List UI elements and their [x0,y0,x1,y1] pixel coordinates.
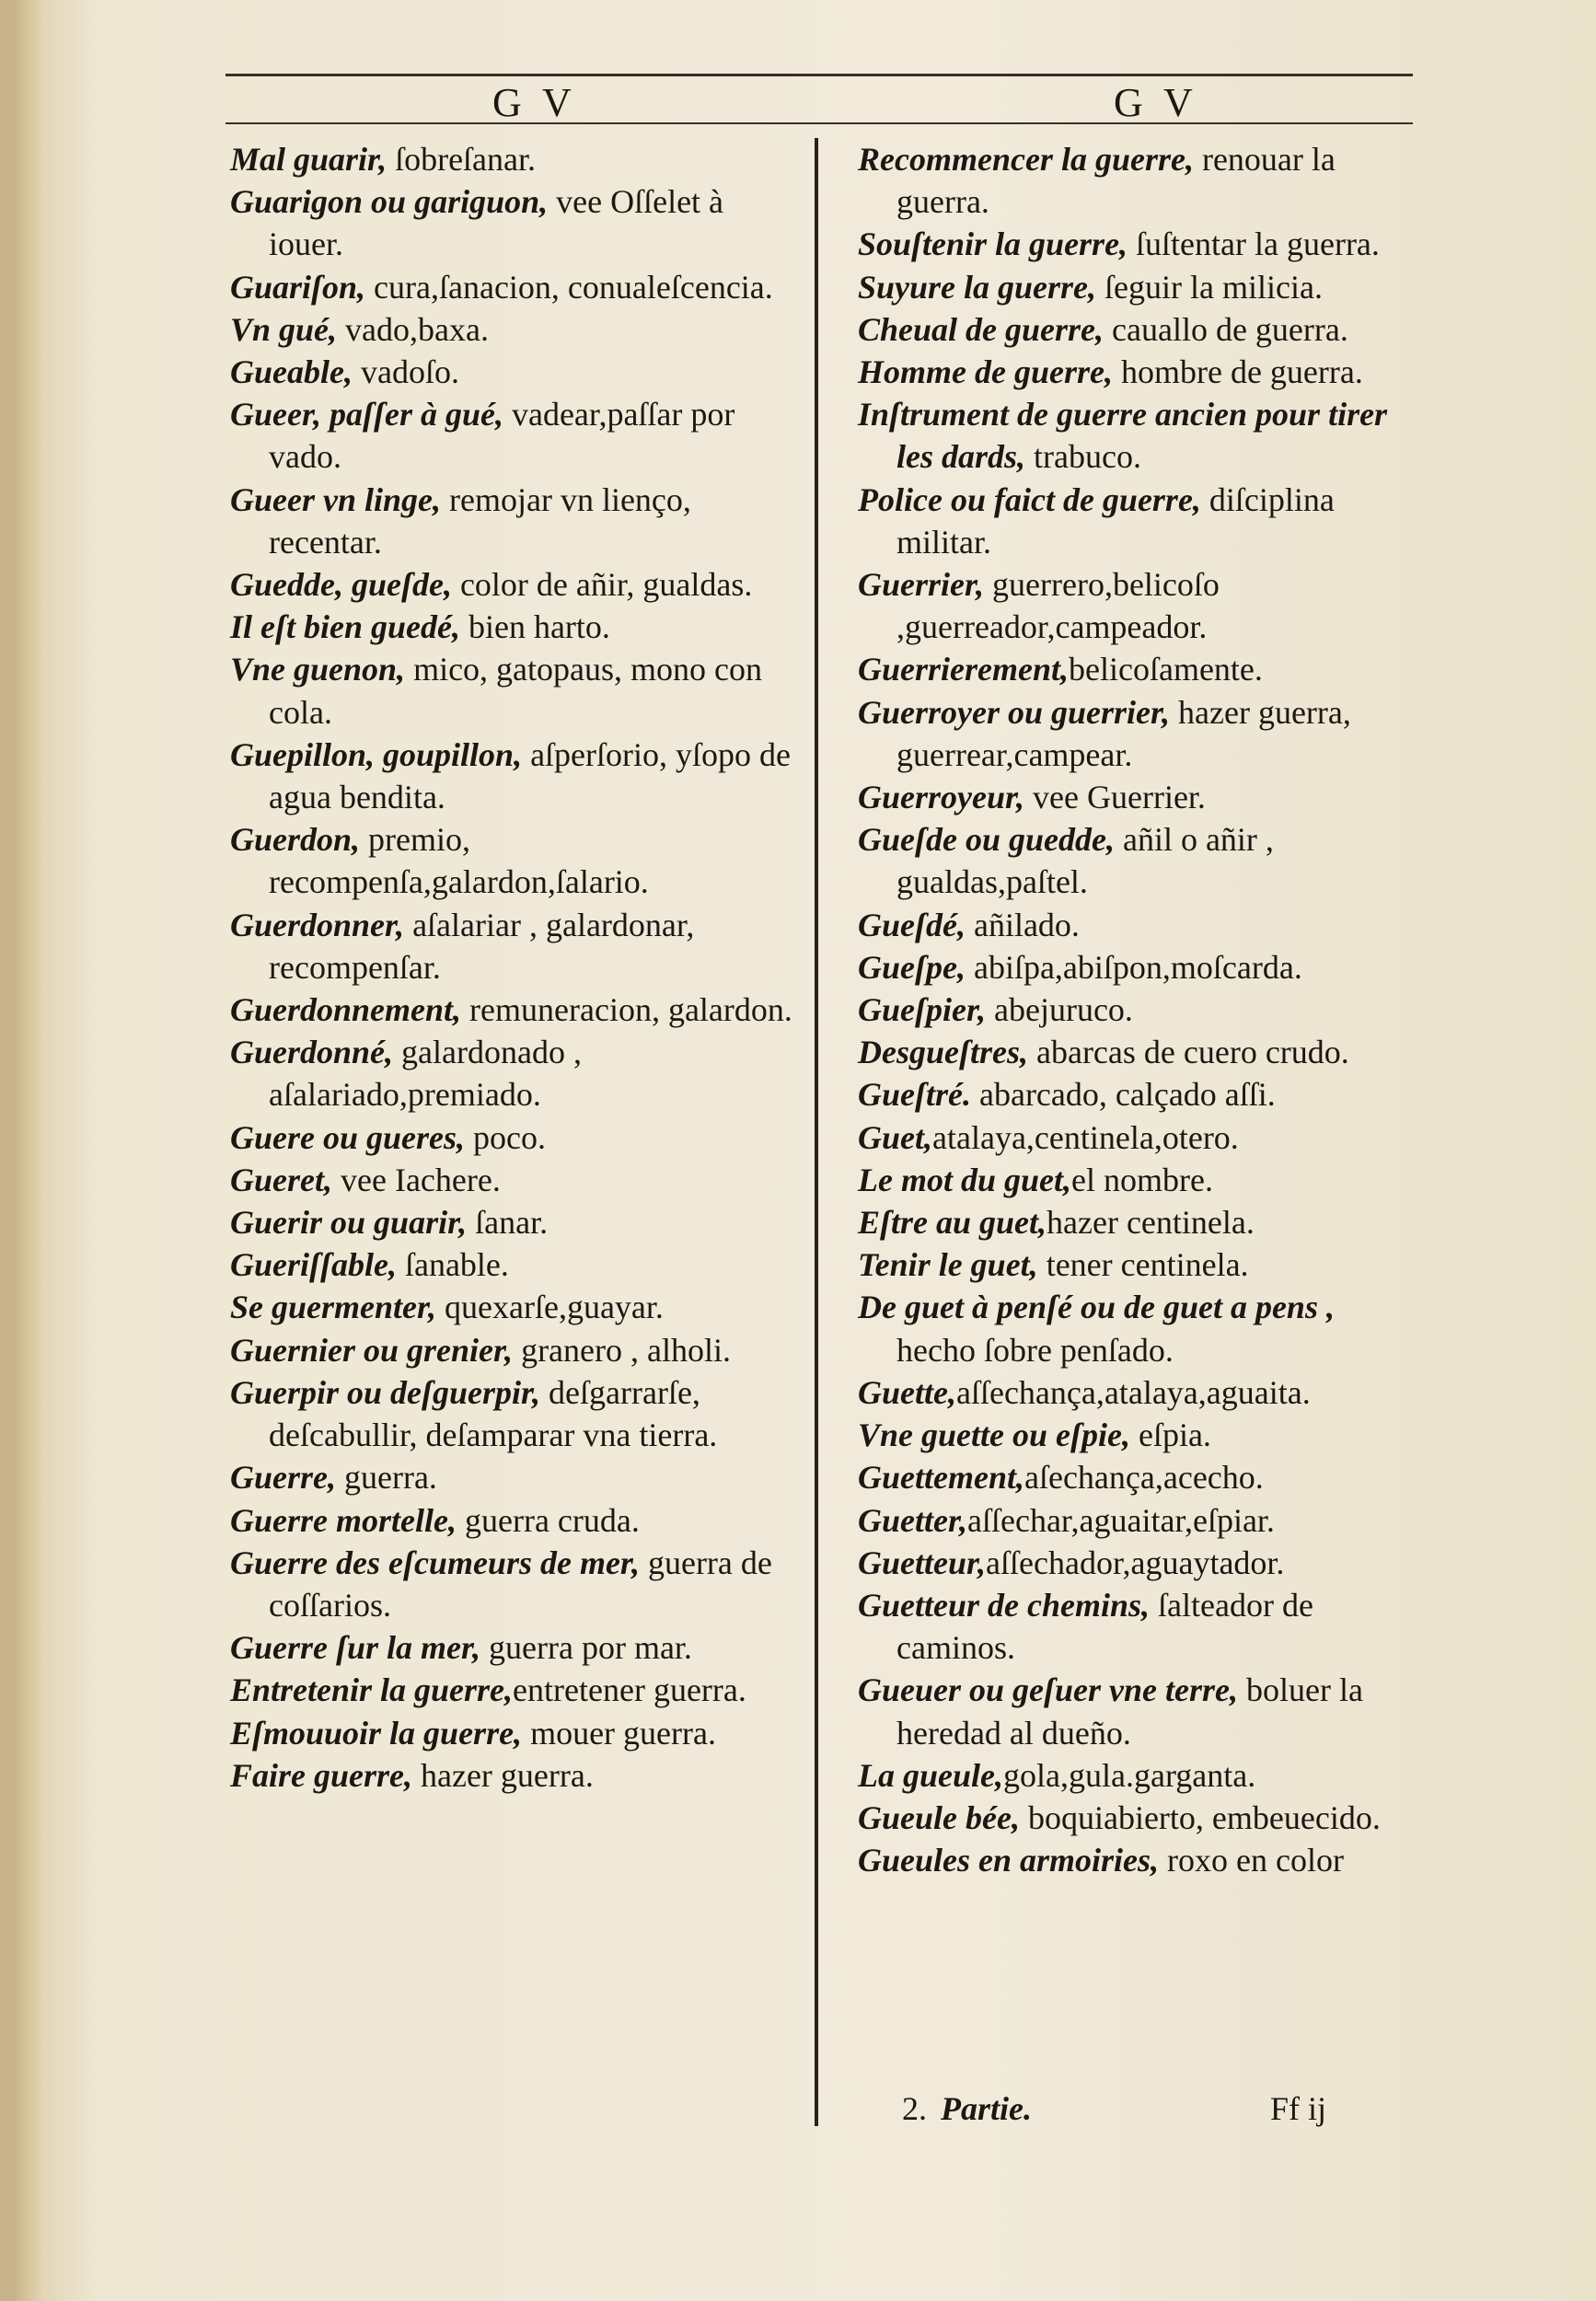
page-footer [902,2089,1327,2128]
entry-headword: Gueules en armoiries, [858,1842,1160,1879]
entry-headword: Tenir le guet, [858,1246,1038,1284]
entry-headword: Vne guenon, [230,651,406,688]
entry-headword: Guedde, gueſde, [230,566,452,604]
entry-headword: Se guermenter, [230,1289,437,1326]
dictionary-entry [230,989,805,1031]
entry-definition: diſciplina militar. [896,480,1335,561]
dictionary-entry [858,1116,1415,1159]
entry-headword: Guere ou gueres, [230,1118,466,1156]
entry-definition: mouer guerra. [522,1714,716,1752]
entry-headword: Gueſpe, [858,948,966,986]
entry-definition: belicoſamente. [1069,651,1263,688]
dictionary-entry [230,479,805,563]
entry-definition: eſpia. [1129,1416,1211,1454]
entry-headword: Guetter, [858,1501,968,1539]
left-column [230,138,805,1797]
entry-definition: hazer centinela. [1047,1204,1255,1242]
dictionary-entry [230,138,805,180]
entry-definition: remojar vn lienço, recentar. [269,480,691,561]
entry-definition: quexarſe,guayar. [436,1289,664,1326]
entry-definition: hecho ſobre penſado. [896,1331,1174,1369]
dictionary-entry [230,180,805,265]
entry-headword: Guariſon, [230,268,366,306]
entry-headword: Guerre des eſcumeurs de mer, [230,1544,640,1581]
entry-headword: Le mot du guet, [858,1161,1071,1198]
dictionary-entry [858,1669,1415,1753]
dictionary-entry [230,308,805,351]
entry-definition: ſanar. [467,1204,549,1242]
entry-headword: Guerpir ou deſguerpir, [230,1373,541,1411]
signature-mark: Ff ij [1270,2090,1327,2127]
entry-headword: Gueſdé, [858,906,966,943]
entry-definition: vadoſo. [352,353,459,391]
dictionary-entry [858,479,1415,563]
running-header-right: G V [1114,80,1198,125]
dictionary-entry [858,308,1415,351]
entry-definition: el nombre. [1071,1161,1213,1198]
dictionary-entry [858,1499,1415,1542]
dictionary-entry [230,393,805,478]
dictionary-entry [858,1754,1415,1797]
entry-headword: Guette, [858,1373,956,1411]
dictionary-entry [230,818,805,903]
dictionary-entry [858,1371,1415,1414]
entry-definition: guerra por mar. [480,1629,692,1667]
dictionary-entry [230,1371,805,1456]
column-divider [815,138,818,2126]
entry-definition: vee Guerrier. [1024,779,1206,816]
entry-headword: Eſmouuoir la guerre, [230,1714,523,1752]
dictionary-entry [230,563,805,606]
entry-headword: Guepillon, goupillon, [230,735,523,773]
entry-headword: Guerroyer ou guerrier, [858,693,1171,731]
dictionary-entry [858,1243,1415,1286]
entry-definition: guerra. [336,1459,437,1497]
entry-definition: guerra de coſſarios. [269,1544,772,1624]
entry-headword: Suyure la guerre, [858,268,1097,306]
entry-headword: Il eſt bien guedé, [230,608,460,646]
entry-definition: vadear,paſſar por vado. [269,396,735,476]
dictionary-entry [858,1542,1415,1584]
entry-headword: Eſtre au guet, [858,1204,1047,1242]
entry-headword: Entretenir la guerre, [230,1671,514,1709]
dictionary-entry [230,1286,805,1328]
dictionary-entry [858,1584,1415,1669]
entry-definition: abiſpa,abiſpon,moſcarda. [965,948,1302,986]
header-rule-top [226,74,1413,76]
entry-definition: ſeguir la milicia. [1096,268,1323,306]
entry-headword: Gueule bée, [858,1798,1020,1836]
dictionary-entry [858,1201,1415,1243]
dictionary-entry [858,351,1415,393]
entry-headword: Gueer, paſſer à gué, [230,396,503,434]
dictionary-entry [230,1626,805,1669]
dictionary-entry [858,1797,1415,1839]
dictionary-entry [230,1754,805,1797]
running-header-left: G V [492,80,577,125]
entry-headword: Guerdonné, [230,1034,394,1071]
entry-definition: hombre de guerra. [1112,353,1363,391]
entry-headword: Recommencer la guerre, [858,141,1194,178]
dictionary-entry [858,138,1415,223]
entry-definition: hazer guerra, guerrear,campear. [896,693,1351,773]
dictionary-entry [230,1669,805,1711]
entry-definition: remuneracion, galardon. [461,991,792,1029]
entry-definition: añil o añir , gualdas,paſtel. [896,821,1274,901]
entry-headword: Guerdonnement, [230,991,462,1029]
dictionary-entry [858,1456,1415,1498]
entry-headword: Cheual de guerre, [858,310,1104,348]
entry-definition: vee Oſſelet à iouer. [269,183,724,263]
entry-headword: Guetteur de chemins, [858,1586,1151,1624]
entry-headword: Gueret, [230,1161,332,1198]
entry-definition: aſſechador,aguaytador. [986,1544,1285,1581]
dictionary-entry [858,1031,1415,1073]
entry-definition: renouar la guerra. [896,141,1336,221]
entry-definition: abejuruco. [986,991,1133,1029]
dictionary-entry [230,648,805,733]
entry-headword: La gueule, [858,1756,1003,1794]
entry-headword: Gueer vn linge, [230,480,441,518]
entry-definition: vado,baxa. [337,310,489,348]
entry-headword: Mal guarir, [230,141,387,178]
entry-definition: premio, recompenſa,galardon,ſalario. [269,821,649,901]
dictionary-entry [230,1159,805,1201]
entry-headword: Vn gué, [230,310,338,348]
dictionary-entry [230,266,805,308]
entry-headword: Gueable, [230,353,353,391]
entry-headword: Faire guerre, [230,1756,412,1794]
dictionary-entry [858,648,1415,690]
dictionary-entry [858,691,1415,776]
entry-definition: tener centinela. [1037,1246,1249,1284]
entry-headword: Guerre mortelle, [230,1501,457,1539]
entry-headword: Gueſde ou guedde, [858,821,1115,859]
dictionary-entry [230,1243,805,1286]
entry-definition: cura,ſanacion, conualeſcencia. [365,268,773,306]
entry-definition: abarcas de cuero crudo. [1027,1034,1349,1071]
part-label: Partie. [941,2090,1032,2127]
entry-definition: atalaya,centinela,otero. [932,1118,1239,1156]
dictionary-entry [858,946,1415,989]
entry-headword: Vne guette ou eſpie, [858,1416,1130,1454]
dictionary-entry [858,776,1415,818]
entry-headword: Gueſtré. [858,1076,971,1114]
entry-headword: Guerdon, [230,821,361,859]
entry-headword: Guet, [858,1118,932,1156]
dictionary-entry [230,1031,805,1116]
entry-definition: entretener guerra. [513,1671,746,1709]
entry-definition: bien harto. [459,608,610,646]
entry-definition: gola,gula.garganta. [1003,1756,1256,1794]
entry-definition: galardonado , aſalariado,premiado. [269,1034,582,1114]
dictionary-entry [230,1542,805,1626]
entry-headword: Guerrierement, [858,651,1069,688]
dictionary-entry [230,904,805,989]
entry-headword: Guerre ſur la mer, [230,1629,481,1667]
dictionary-entry [858,266,1415,308]
entry-definition: aſperſorio, yſopo de agua bendita. [269,735,791,816]
dictionary-entry [230,606,805,648]
entry-definition: color de añir, gualdas. [451,566,753,604]
entry-definition: cauallo de guerra. [1104,310,1348,348]
right-column [858,138,1415,1881]
entry-definition: granero , alholi. [513,1331,731,1369]
dictionary-entry [230,1116,805,1159]
entry-definition: añilado. [965,906,1080,943]
dictionary-entry [858,1073,1415,1116]
entry-definition: trabuco. [1025,438,1141,476]
dictionary-entry [858,393,1415,478]
entry-definition: ſuſtentar la guerra. [1128,225,1380,263]
entry-headword: Guerroyeur, [858,779,1025,816]
entry-headword: Guernier ou grenier, [230,1331,514,1369]
dictionary-entry [858,904,1415,946]
dictionary-entry [230,351,805,393]
entry-definition: mico, gatopaus, mono con cola. [269,651,762,731]
entry-definition: aſſechar,aguaitar,eſpiar. [967,1501,1275,1539]
entry-headword: Guerdonner, [230,906,405,943]
entry-headword: De guet à penſé ou de guet a pens , [858,1289,1335,1326]
entry-definition: vee Iachere. [332,1161,501,1198]
entry-definition: boluer la heredad al dueño. [896,1671,1363,1752]
entry-headword: Souſtenir la guerre, [858,225,1128,263]
dictionary-entry [858,1286,1415,1370]
entry-definition: hazer guerra. [412,1756,594,1794]
dictionary-entry [230,1456,805,1498]
dictionary-entry [858,989,1415,1031]
dictionary-entry [858,563,1415,648]
dictionary-entry [858,1414,1415,1456]
dictionary-entry [858,1839,1415,1881]
entry-headword: Gueriſſable, [230,1246,397,1284]
entry-headword: Guerir ou guarir, [230,1204,468,1242]
entry-definition: aſſechança,atalaya,aguaita. [955,1373,1311,1411]
entry-definition: poco. [465,1118,546,1156]
entry-definition: aſechança,acecho. [1024,1459,1264,1497]
entry-headword: Guarigon ou gariguon, [230,183,549,221]
header-rule-bottom [226,122,1413,124]
entry-headword: Guetteur, [858,1544,987,1581]
entry-headword: Inſtrument de guerre ancien pour tirer les dards, [858,396,1388,476]
entry-definition: ſalteador de caminos. [896,1586,1313,1667]
entry-headword: Homme de guerre, [858,353,1113,391]
entry-headword: Guettement, [858,1459,1024,1497]
entry-definition: roxo en color [1159,1842,1344,1879]
dictionary-entry [230,1499,805,1542]
dictionary-entry [858,223,1415,265]
entry-definition: abarcado, calçado aſſi. [970,1076,1276,1114]
dictionary-entry [230,1201,805,1243]
entry-definition: boquiabierto, embeuecido. [1019,1798,1381,1836]
entry-headword: Gueuer ou geſuer vne terre, [858,1671,1238,1709]
entry-definition: deſgarrarſe, deſcabullir, deſamparar vna tierra. [269,1373,718,1454]
entry-definition: aſalariar , galardonar, recompenſar. [269,906,695,986]
entry-definition: ſobreſanar. [387,141,537,178]
entry-definition: guerrero,belicoſo ,guerreador,campeador. [896,566,1220,646]
dictionary-entry [230,1712,805,1754]
entry-headword: Police ou faict de guerre, [858,480,1201,518]
dictionary-entry [858,818,1415,903]
part-number: 2. [902,2090,927,2127]
entry-definition: ſanable. [396,1246,509,1284]
entry-headword: Guerre, [230,1459,336,1497]
entry-definition: guerra cruda. [456,1501,640,1539]
entry-headword: Desgueſtres, [858,1034,1028,1071]
dictionary-entry [230,734,805,818]
entry-headword: Gueſpier, [858,991,986,1029]
dictionary-entry [230,1329,805,1371]
dictionary-entry [858,1159,1415,1201]
entry-headword: Guerrier, [858,566,985,604]
